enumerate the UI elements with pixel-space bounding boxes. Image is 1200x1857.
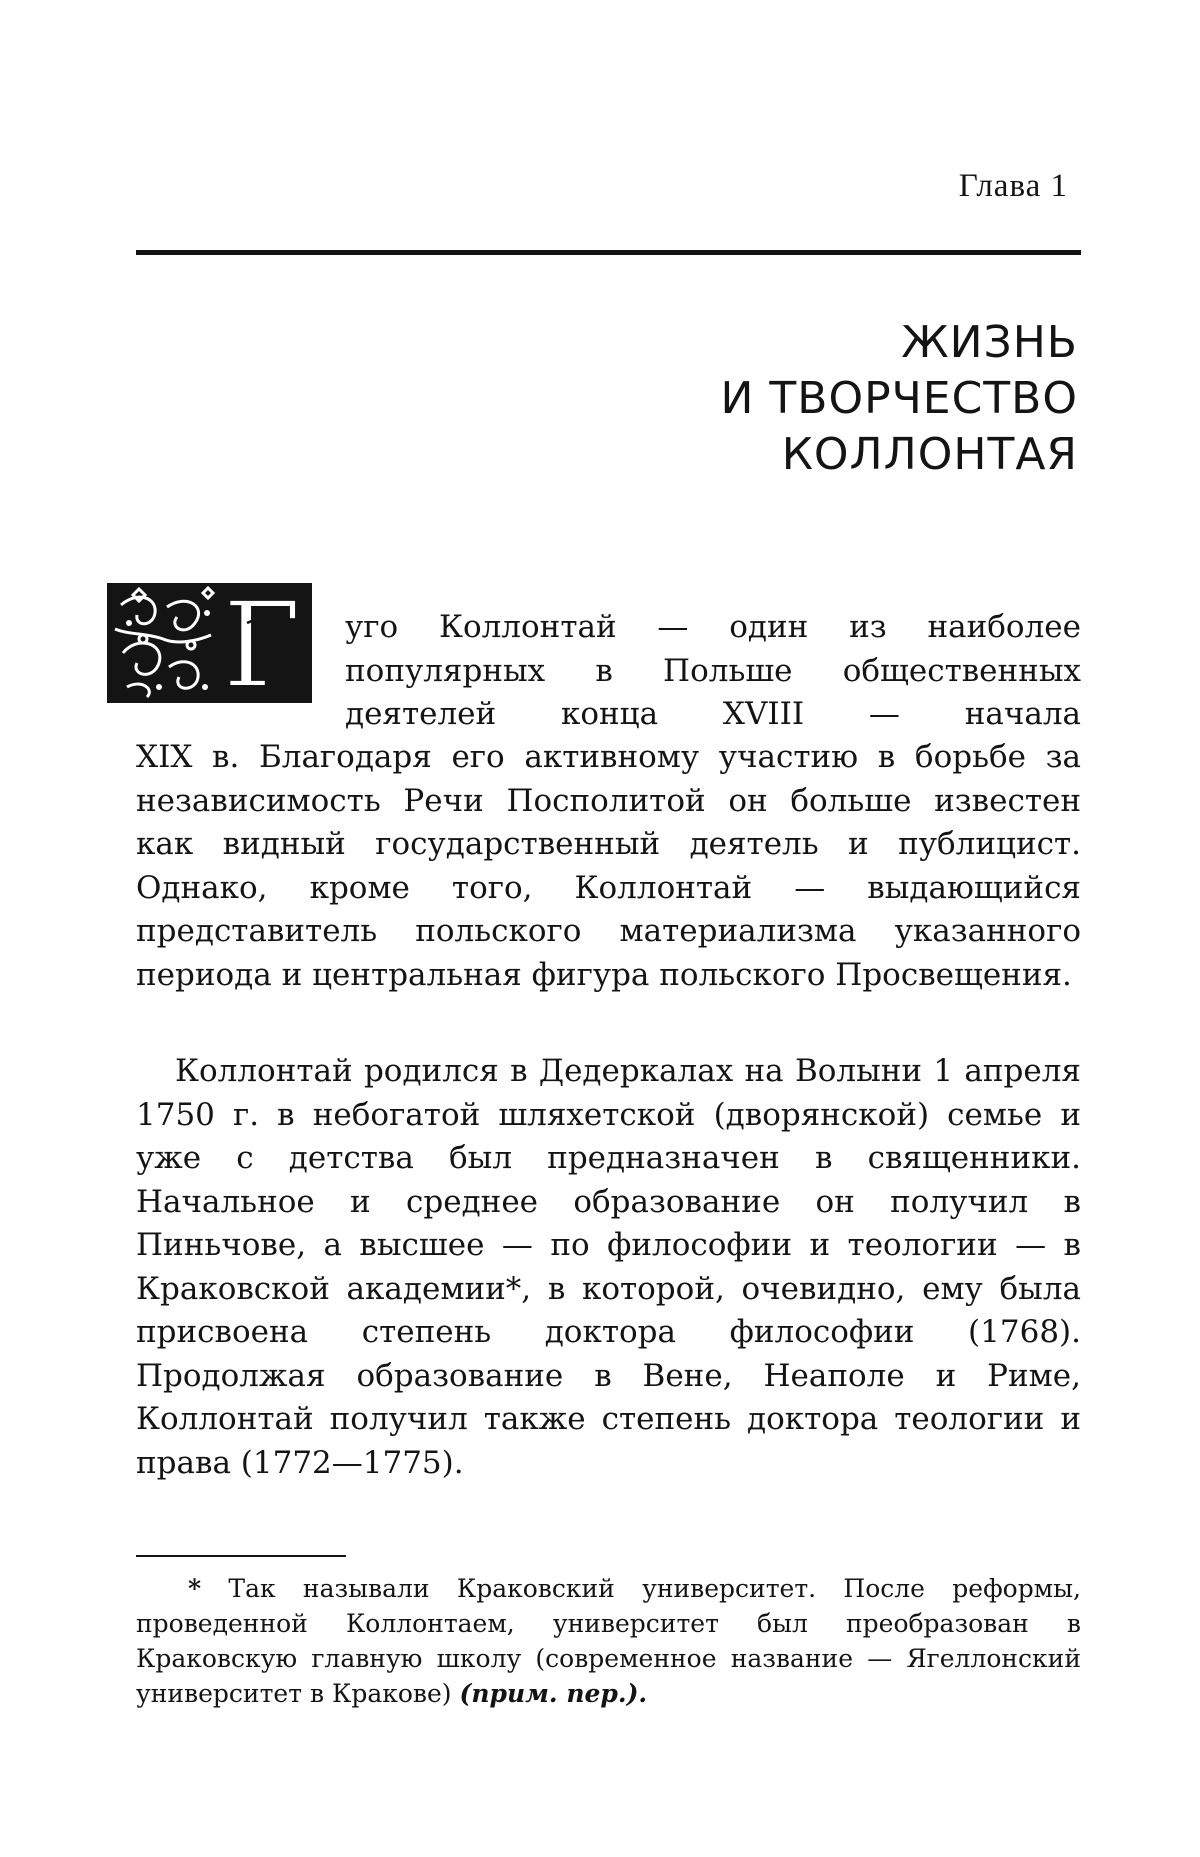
- paragraph-1-body: XIX в. Благодаря его активному участию в борьбе за независимость Речи Посполитой он больше известен как видный государственный деятель и публицист. Однако, кроме того, Коллонтай — выдающийся представитель польского материализма указанного периода и центральная фигура польского Просвещения.: [136, 739, 1081, 993]
- footnote-divider: [136, 1555, 346, 1557]
- chapter-divider: [136, 250, 1081, 255]
- chapter-title: [720, 315, 1078, 483]
- paragraph-1-lead-line-3: деятелей конца XVIII — начала: [345, 696, 1081, 732]
- footnote-text: Так называли Краковский университет. После реформы, проведенной Коллонтаем, университет был преобразован в Краковскую главную школу (современное название — Ягеллонский университет в Кракове): [136, 1574, 1081, 1708]
- chapter-title-line-1: ЖИЗНЬ: [901, 317, 1078, 368]
- drop-cap-letter: Г: [222, 583, 302, 703]
- footnote-mark: *: [188, 1574, 202, 1603]
- footnote: [136, 1571, 1081, 1711]
- chapter-label: Глава 1: [958, 168, 1068, 204]
- paragraph-2-body: Коллонтай родился в Дедеркалах на Волыни 1 апреля 1750 г. в небогатой шляхетской (дворянской) семье и уже с детства был предназначен в священники. Начальное и среднее образование он получил в Пиньчове, а высшее — по философии и теологии — в Краковской академии*, в которой, очевидно, ему была присвоена степень доктора философии (1768). Продолжая образование в Вене, Неаполе и Риме, Коллонтай получил также степень доктора теологии и права (1772—1775).: [136, 1053, 1081, 1481]
- paragraph-1-lead-line-1: уго Коллонтай — один из наиболее: [345, 609, 1081, 645]
- chapter-title-line-3: КОЛЛОНТАЯ: [781, 429, 1078, 480]
- paragraph-1-lead-line-2: популярных в Польше общественных: [345, 652, 1081, 689]
- translator-note-tag: (прим. пер.).: [459, 1679, 648, 1708]
- drop-cap-ornament-icon: [107, 583, 312, 703]
- chapter-title-line-2: И ТВОРЧЕСТВО: [720, 373, 1078, 424]
- ornamental-drop-cap: [107, 583, 312, 703]
- paragraph-1-lead-lines: [345, 606, 1081, 737]
